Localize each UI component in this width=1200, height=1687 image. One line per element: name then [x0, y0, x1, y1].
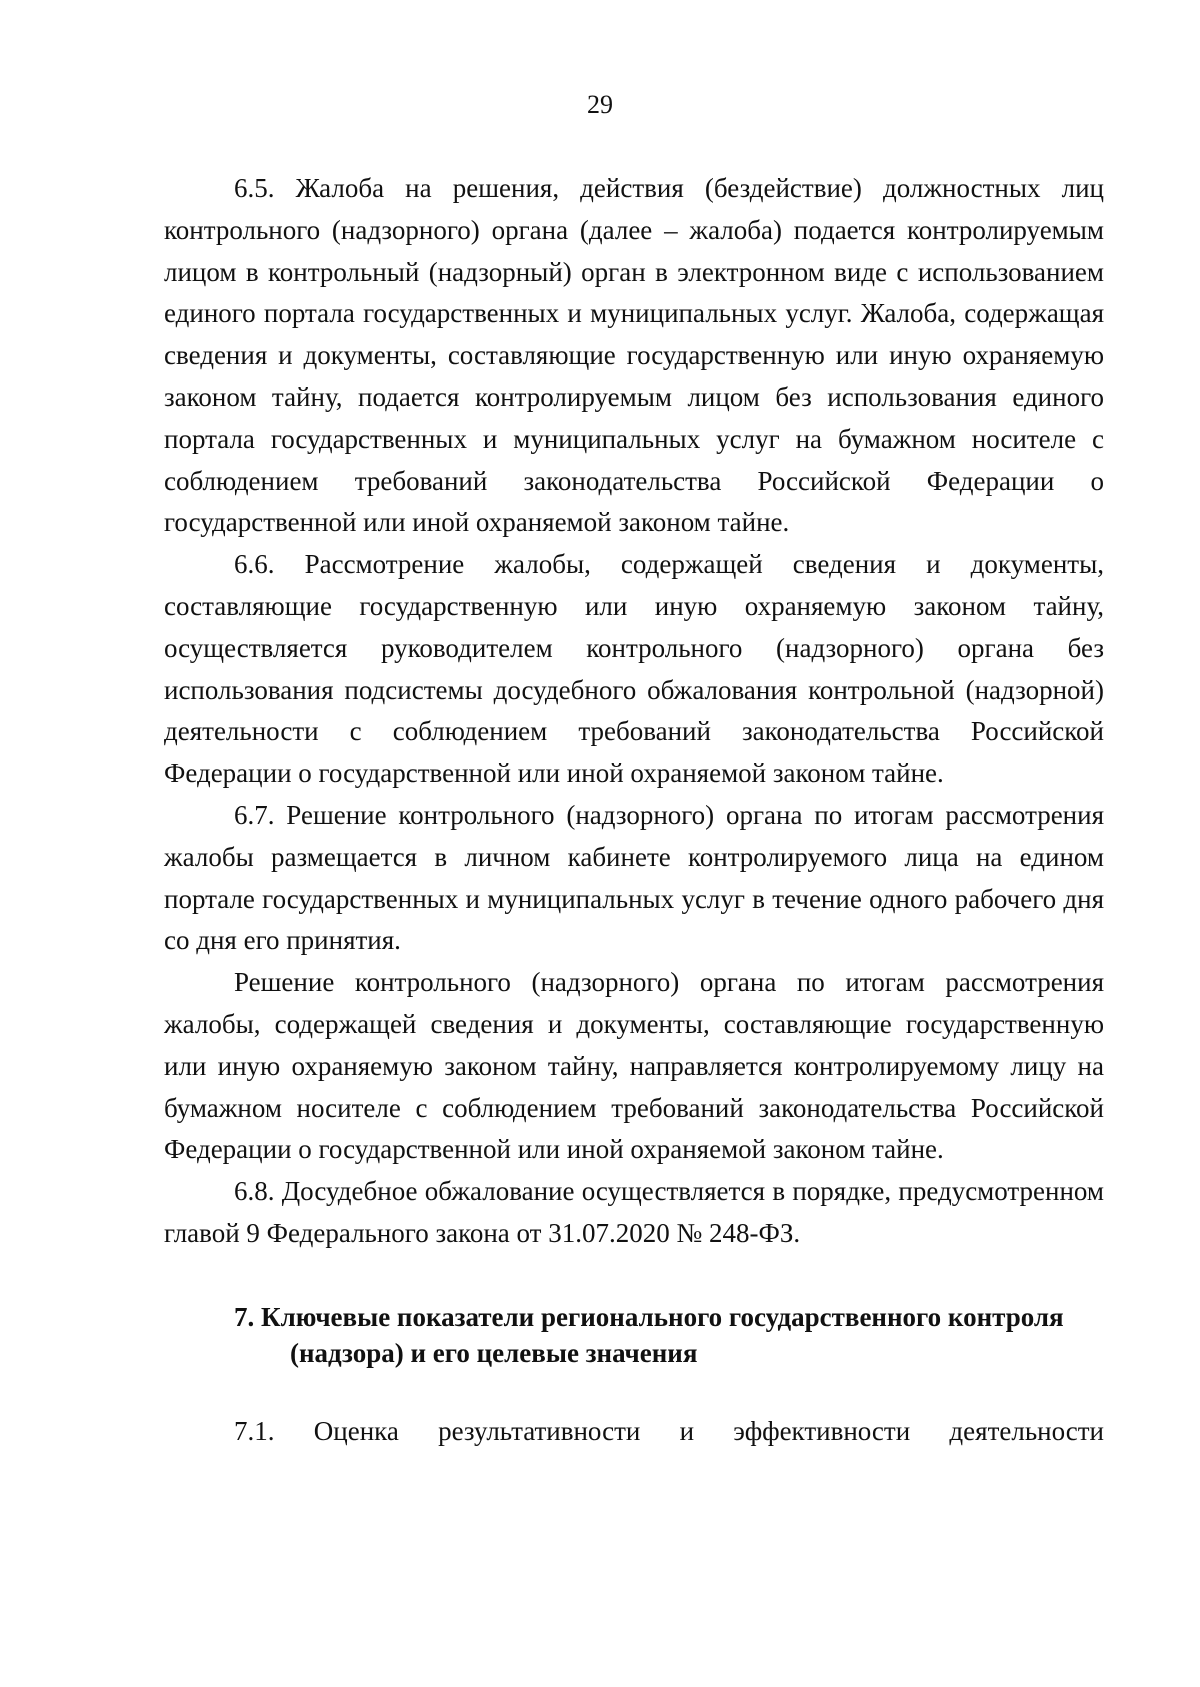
page-number: 29: [587, 90, 613, 119]
paragraph-6-6: 6.6. Рассмотрение жалобы, содержащей сведения и документы, составляющие государственную или иную охраняемую законом тайну, осуществляется руководителем контрольного (надзорного) органа без использования подсистемы досудебного обжалования контрольной (надзорной) деятельности с соблюдением требований законодательства Российской Федерации о государственной или иной охраняемой законом тайне.: [164, 549, 1104, 789]
paragraph-6-7: 6.7. Решение контрольного (надзорного) органа по итогам рассмотрения жалобы размещается в личном кабинете контролируемого лица на едином портале государственных и муниципальных услуг в течение одного рабочего дня со дня его принятия.: [164, 799, 1104, 956]
paragraph-7-1: 7.1. Оценка результативности и эффективности деятельности: [234, 1415, 1104, 1446]
document-body: [164, 168, 1104, 1453]
paragraph-6-8: 6.8. Досудебное обжалование осуществляется в порядке, предусмотренном главой 9 Федерального закона от 31.07.2020 № 248-ФЗ.: [164, 1176, 1104, 1248]
paragraph-6-5: 6.5. Жалоба на решения, действия (бездействие) должностных лиц контрольного (надзорного) органа (далее – жалоба) подается контролируемым лицом в контрольный (надзорный) орган в электронном виде с использованием единого портала государственных и муниципальных услуг. Жалоба, содержащая сведения и документы, составляющие государственную или иную охраняемую законом тайну, подается контролируемым лицом без использования единого портала государственных и муниципальных услуг на бумажном носителе с соблюдением требований законодательства Российской Федерации о государственной или иной охраняемой законом тайне.: [164, 173, 1104, 538]
section-heading-7: [164, 1299, 1104, 1371]
section-heading-line-1: 7. Ключевые показатели регионального государственного контроля: [234, 1301, 1064, 1332]
section-heading-line-2: (надзора) и его целевые значения: [290, 1337, 698, 1368]
paragraph-6-7-continued: Решение контрольного (надзорного) органа по итогам рассмотрения жалобы, содержащей сведения и документы, составляющие государственную или иную охраняемую законом тайну, направляется контролируемому лицу на бумажном носителе с соблюдением требований законодательства Российской Федерации о государственной или иной охраняемой законом тайне.: [164, 967, 1104, 1165]
